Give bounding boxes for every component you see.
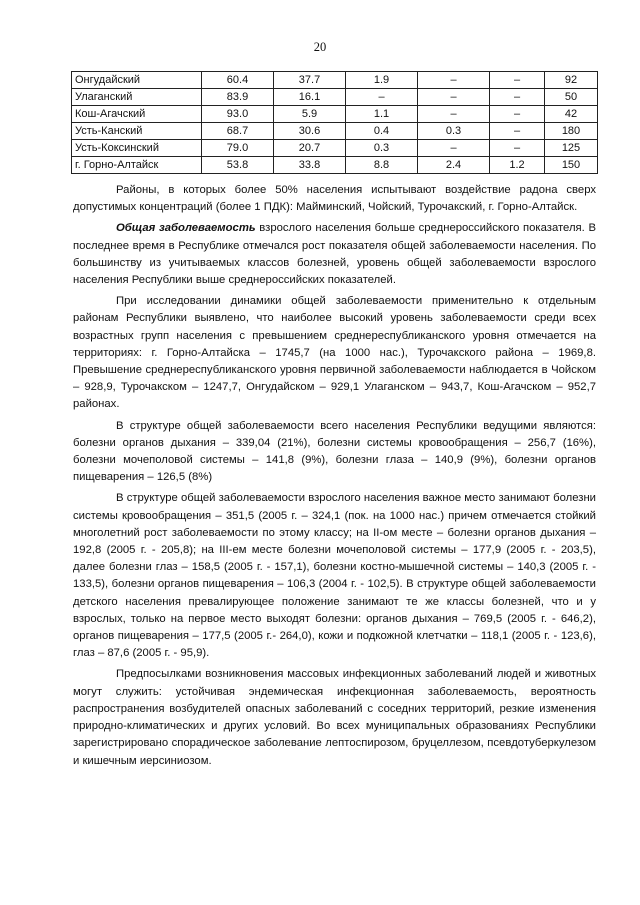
value-cell: 20.7 bbox=[274, 140, 346, 157]
value-cell: 0.4 bbox=[346, 123, 418, 140]
value-cell: 30.6 bbox=[274, 123, 346, 140]
value-cell: – bbox=[490, 106, 545, 123]
table-row bbox=[72, 140, 598, 157]
table-row bbox=[72, 157, 598, 174]
district-name-cell: Усть-Канский bbox=[72, 123, 202, 140]
value-cell: – bbox=[490, 140, 545, 157]
value-cell: 79.0 bbox=[202, 140, 274, 157]
value-cell: 8.8 bbox=[346, 157, 418, 174]
district-name-cell: Кош-Агачский bbox=[72, 106, 202, 123]
value-cell: 53.8 bbox=[202, 157, 274, 174]
value-cell: – bbox=[418, 106, 490, 123]
paragraph-general-morbidity-text: взрослого населения больше среднероссийского показателя. В последнее время в Республике отмечался рост показателя общей заболеваемости населения. По большинству из учитываемых классов болезней, уровень общей заболеваемости взрослого населения Республики выше среднероссийских показателей. bbox=[73, 222, 596, 287]
value-cell: 0.3 bbox=[346, 140, 418, 157]
district-name-cell: Онгудайский bbox=[72, 72, 202, 89]
table-row bbox=[72, 123, 598, 140]
value-cell: 1.1 bbox=[346, 106, 418, 123]
value-cell: 50 bbox=[545, 89, 598, 106]
value-cell: – bbox=[490, 123, 545, 140]
body-text bbox=[73, 182, 596, 770]
value-cell: 0.3 bbox=[418, 123, 490, 140]
table-row bbox=[72, 106, 598, 123]
paragraph-radon: Районы, в которых более 50% населения испытывают воздействие радона сверх допустимых концентраций (более 1 ПДК): Майминский, Чойский, Турочакский, г. Горно-Алтайск. bbox=[73, 184, 596, 214]
value-cell: 83.9 bbox=[202, 89, 274, 106]
emphasis-general-morbidity: Общая заболеваемость bbox=[116, 222, 256, 235]
value-cell: 16.1 bbox=[274, 89, 346, 106]
value-cell: 1.9 bbox=[346, 72, 418, 89]
value-cell: 68.7 bbox=[202, 123, 274, 140]
paragraph-adult-structure: В структуре общей заболеваемости взрослого населения важное место занимают болезни системы кровообращения – 351,5 (2005 г. – 324,1 (пок. на 1000 нас.) причем отмечается стойкий многолетний рост заболеваемости по этому классу; на II-ом месте – болезни органов дыхания – 192,8 (2005 г. - 205,8); на III-ем месте болезни мочеполовой системы – 177,9 (2005 г. - 203,5), далее болезни глаз – 158,5 (2005 г. - 157,1), болезни костно-мышечной системы – 140,3 (2005 г. - 133,5), болезни органов пищеварения – 106,3 (2004 г. - 102,5). В структуре общей заболеваемости детского населения превалирующее положение занимают те же классы болезней, что и у взрослых, только на первое место выходят болезни: органов дыхания – 769,5 (2005 г. - 646,2), органов пищеварения – 177,5 (2005 г.- 264,0), кожи и подкожной клетчатки – 118,1 (2005 г. - 123,6), глаз – 87,6 (2005 г. - 95,9). bbox=[73, 492, 596, 660]
value-cell: – bbox=[490, 72, 545, 89]
table-row bbox=[72, 89, 598, 106]
value-cell: – bbox=[346, 89, 418, 106]
value-cell: 33.8 bbox=[274, 157, 346, 174]
value-cell: – bbox=[418, 140, 490, 157]
paragraph-district-dynamics: При исследовании динамики общей заболеваемости применительно к отдельным районам Республики выявлено, что наиболее высокий уровень заболеваемости среди всех возрастных групп населения с превышением среднереспубликанского уровня отмечается на территориях: г. Горно-Алтайска – 1745,7 (на 1000 нас.), Турочакского района – 1969,8. Превышение среднереспубликанского уровня первичной заболеваемости наблюдается в Чойском – 928,9, Турочакском – 1247,7, Онгудайском – 929,1 Улаганском – 943,7, Кош-Агачском – 952,7 районах. bbox=[73, 295, 596, 411]
value-cell: 92 bbox=[545, 72, 598, 89]
value-cell: 150 bbox=[545, 157, 598, 174]
district-name-cell: Улаганский bbox=[72, 89, 202, 106]
value-cell: 60.4 bbox=[202, 72, 274, 89]
value-cell: – bbox=[418, 89, 490, 106]
value-cell: – bbox=[418, 72, 490, 89]
paragraph-population-structure: В структуре общей заболеваемости всего населения Республики ведущими являются: болезни органов дыхания – 339,04 (21%), болезни системы кровообращения – 256,7 (16%), болезни мочеполовой системы – 141,8 (9%), болезни глаза – 140,9 (9%), болезни органов пищеварения – 126,5 (8%) bbox=[73, 419, 596, 484]
district-name-cell: Усть-Коксинский bbox=[72, 140, 202, 157]
value-cell: 42 bbox=[545, 106, 598, 123]
paragraph-general-morbidity bbox=[73, 220, 596, 289]
value-cell: 1.2 bbox=[490, 157, 545, 174]
value-cell: – bbox=[490, 89, 545, 106]
value-cell: 37.7 bbox=[274, 72, 346, 89]
paragraph-infectious-diseases: Предпосылками возникновения массовых инфекционных заболеваний людей и животных могут служить: устойчивая эндемическая инфекционная заболеваемость, вероятность распространения возбудителей опасных заболеваний с соседних территорий, резкие изменения природно-климатических и других условий. Во всех муниципальных образованиях Республики зарегистрировано спорадическое заболевание лептоспирозом, бруцеллезом, псевдотуберкулезом и кишечным иерсиниозом. bbox=[73, 668, 596, 767]
value-cell: 125 bbox=[545, 140, 598, 157]
value-cell: 2.4 bbox=[418, 157, 490, 174]
value-cell: 5.9 bbox=[274, 106, 346, 123]
table-row bbox=[72, 72, 598, 89]
page-number: 20 bbox=[313, 40, 327, 54]
value-cell: 180 bbox=[545, 123, 598, 140]
value-cell: 93.0 bbox=[202, 106, 274, 123]
district-radon-table bbox=[71, 71, 598, 174]
district-name-cell: г. Горно-Алтайск bbox=[72, 157, 202, 174]
